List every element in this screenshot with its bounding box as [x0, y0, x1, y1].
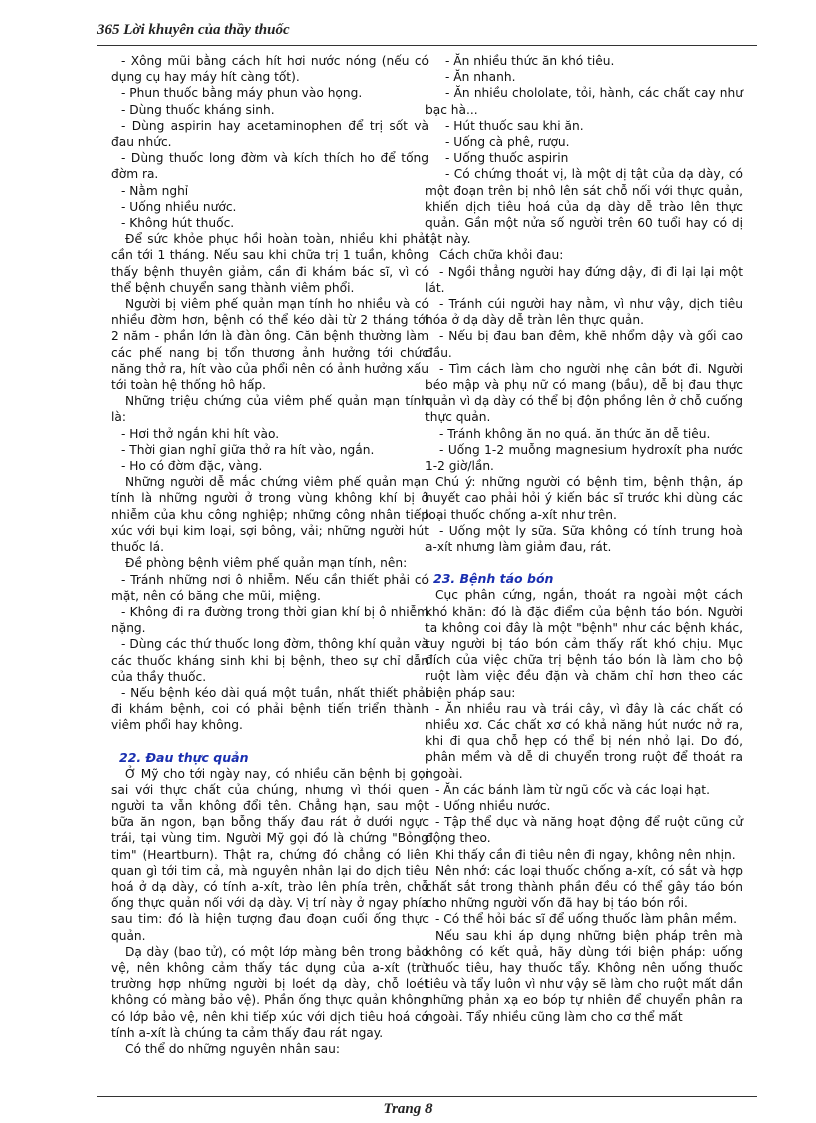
- paragraph: - Tránh cúi người hay nằm, vì như vậy, dịch tiêu hóa ở dạ dày dễ tràn lên thực quản.: [425, 297, 743, 328]
- paragraph: - Ăn nhanh.: [445, 70, 516, 85]
- paragraph: - Tránh không ăn no quá. ăn thức ăn dễ tiêu.: [439, 426, 711, 441]
- paragraph: Có thể do những nguyên nhân sau:: [125, 1041, 340, 1056]
- paragraph: - Có chứng thoát vị, là một dị tật của dạ dày, có một đoạn trên bị nhô lên sát chỗ nối với thực quản, khiến dịch tiêu hoá của dạ dày dễ trào lên thực quản. Gần một nửa số người trên 60 tuổi hay có dị tật này.: [425, 167, 743, 247]
- paragraph: - Xông mũi bằng cách hít hơi nước nóng (nếu có dụng cụ hay máy hít càng tốt).: [111, 54, 429, 85]
- paragraph: - Ăn các bánh làm từ ngũ cốc và các loại hạt.: [435, 782, 710, 797]
- paragraph: - Ăn nhiều chololate, tỏi, hành, các chất cay như bạc hà...: [425, 86, 743, 117]
- left-column: [111, 53, 429, 1057]
- paragraph: - Phun thuốc bằng máy phun vào họng.: [121, 86, 363, 101]
- paragraph: Nên nhớ: các loại thuốc chống a-xít, có sắt và hợp chất sắt trong thành phần đều có thể gây táo bón cho những người vốn đã hay bị táo bón rồi.: [425, 863, 743, 911]
- header-divider: [97, 45, 757, 46]
- paragraph: Đề phòng bệnh viêm phế quản mạn tính, nên:: [125, 556, 408, 571]
- paragraph: - Nếu bệnh kéo dài quá một tuần, nhất thiết phải đi khám bệnh, coi có phải bệnh tiến triển thành viêm phổi hay không.: [111, 685, 429, 733]
- running-header: 365 Lời khuyên của thầy thuốc: [97, 22, 290, 38]
- right-column: [425, 53, 743, 1025]
- paragraph: - Ăn nhiều rau và trái cây, vì đây là các chất có nhiều xơ. Các chất xơ có khả năng hút nước nở ra, khi đi qua chỗ hẹp có thể bị nén nhỏ lại. Do đó, phân mềm và dễ di chuyển trong ruột để thoát ra ngoài.: [425, 701, 743, 781]
- paragraph: - Uống cà phê, rượu.: [445, 135, 570, 150]
- paragraph: Nếu sau khi áp dụng những biện pháp trên mà không có kết quả, hãy dùng tới biện pháp: uống thuốc tiêu, hay thuốc tẩy. Không nên uống thuốc tiêu và tẩy luôn vì như vậy sẽ làm cho ruột mất dần những phản xạ eo bóp tự nhiên để chuyển phân ra ngoài. Tẩy nhiều cũng làm cho cơ thể mất: [425, 928, 743, 1024]
- paragraph: - Uống một ly sữa. Sữa không có tính trung hoà a-xít nhưng làm giảm đau, rát.: [425, 523, 743, 555]
- paragraph: - Nằm nghỉ: [121, 183, 189, 198]
- paragraph: - Uống 1-2 muỗng magnesium hydroxít pha nước 1-2 giờ/lần.: [425, 442, 743, 474]
- paragraph: - Hút thuốc sau khi ăn.: [445, 118, 584, 133]
- paragraph: Ở Mỹ cho tới ngày nay, có nhiều căn bệnh bị gọi sai với thực chất của chúng, nhưng vì thói quen người ta vẫn không đổi tên. Chẳng hạn, sau một bữa ăn ngon, bạn bỗng thấy đau rát ở dưới ngực trái, tại vùng tim. Người Mỹ gọi đó là chứng "Bỏng tim" (Heartburn). Thật ra, chứng đó chẳng có liên quan gì tới tim cả, mà nguyên nhân lại do dịch tiêu hoá ở dạ dày, có tính a-xít, trào lên phía trên, chỗ ống thực quản nối với dạ dày. Vị trí này ở ngay phía sau tim: đó là hiện tượng đau đoạn cuối ống thực quản.: [111, 766, 429, 943]
- paragraph: - Uống thuốc aspirin: [445, 151, 569, 166]
- paragraph: - Ho có đờm đặc, vàng.: [121, 459, 263, 474]
- paragraph: - Thời gian nghỉ giữa thở ra hít vào, ngắn.: [121, 442, 375, 457]
- paragraph: Cách chữa khỏi đau:: [439, 248, 564, 263]
- paragraph: Cục phân cứng, ngắn, thoát ra ngoài một cách khó khăn: đó là đặc điểm của bệnh táo bón. Người ta không coi đây là một "bệnh" như các bệnh khác, tuy người bị táo bón cảm thấy rất khó chịu. Mục đích của việc chữa trị bệnh táo bón là làm cho bộ ruột làm việc đều đặn và chăm chỉ hơn theo các biện pháp sau:: [425, 588, 743, 700]
- paragraph: - Ngồi thẳng người hay đứng dậy, đi đi lại lại một lát.: [425, 264, 743, 295]
- paragraph: Dạ dày (bao tử), có một lớp màng bên trong bảo vệ, nên không cảm thấy tác dụng của a-xít (trừ trường hợp những người bị loét dạ dày, chỗ loét không có màng bảo vệ). Phần ống thực quản không có lớp bảo vệ, nên khi tiếp xúc với dịch tiêu hoá có tính a-xít là chúng ta cảm thấy đau rát ngay.: [111, 944, 429, 1040]
- paragraph: - Nếu bị đau ban đêm, khẽ nhổm dậy và gối cao đầu.: [425, 329, 743, 360]
- paragraph: - Có thể hỏi bác sĩ để uống thuốc làm phân mềm.: [435, 912, 737, 927]
- footer-divider: [97, 1096, 757, 1097]
- paragraph: - Không đi ra đường trong thời gian khí bị ô nhiễm nặng.: [111, 604, 429, 636]
- page-number: Trang 8: [383, 1101, 433, 1117]
- paragraph: - Ăn nhiều thức ăn khó tiêu.: [445, 54, 615, 68]
- paragraph: Người bị viêm phế quản mạn tính ho nhiều và có nhiều đờm hơn, bệnh có thể kéo dài từ 2 tháng tới 2 năm - phần lớn là đàn ông. Căn bệnh thường làm các phế nang bị tổn thương ảnh hưởng tới chức năng thở ra, hít vào của phổi nên có ảnh hưởng xấu tới toàn hệ thống hô hấp.: [111, 297, 429, 393]
- paragraph: Khi thấy cần đi tiêu nên đi ngay, không nên nhịn.: [435, 847, 736, 862]
- paragraph: - Dùng thuốc kháng sinh.: [121, 102, 275, 117]
- paragraph: - Dùng thuốc long đờm và kích thích ho để tống đờm ra.: [111, 151, 429, 182]
- paragraph: Chú ý: những người có bệnh tim, bệnh thận, áp huyết cao phải hỏi ý kiến bác sĩ trước khi dùng các loại thuốc chống a-xít như trên.: [425, 475, 743, 522]
- paragraph: - Hơi thở ngắn khi hít vào.: [121, 426, 280, 441]
- paragraph: Để sức khỏe phục hồi hoàn toàn, nhiều khi phải cần tới 1 tháng. Nếu sau khi chữa trị 1 tuần, không thấy bệnh thuyên giảm, cần đi khám bác sĩ, vì có thể bệnh chuyển sang thành viêm phổi.: [111, 232, 429, 295]
- section-heading-constipation: 23. Bệnh táo bón: [433, 571, 554, 587]
- paragraph: - Uống nhiều nước.: [121, 199, 237, 214]
- section-heading-esophagus: 22. Đau thực quản: [119, 749, 249, 765]
- paragraph: - Tìm cách làm cho người nhẹ cân bớt đi. Người béo mập và phụ nữ có mang (bầu), dễ bị đau thực quản vì dạ dày có thể bị độn phồng lên ở chỗ cuống thực quản.: [425, 361, 743, 425]
- paragraph: - Dùng aspirin hay acetaminophen để trị sốt và đau nhức.: [111, 118, 429, 150]
- paragraph: - Tập thể dục và năng hoạt động để ruột cũng cử động theo.: [425, 815, 743, 846]
- paragraph: Những triệu chứng của viêm phế quản mạn tính là:: [111, 394, 429, 425]
- paragraph: - Dùng các thứ thuốc long đờm, thông khí quản và các thuốc kháng sinh khi bị bệnh, theo sự chỉ dẫn của thầy thuốc.: [111, 637, 429, 684]
- paragraph: - Tránh những nơi ô nhiễm. Nếu cần thiết phải có mặt, nên có băng che mũi, miệng.: [111, 572, 429, 603]
- paragraph: - Không hút thuốc.: [121, 216, 235, 231]
- paragraph: - Uống nhiều nước.: [435, 798, 551, 813]
- paragraph: Những người dễ mắc chứng viêm phế quản mạn tính là những người ở trong vùng không khí bị ô nhiễm của khu công nghiệp; những công nhân tiếp xúc với bụi kim loại, sợi bông, vải; những người hút thuốc lá.: [111, 475, 429, 555]
